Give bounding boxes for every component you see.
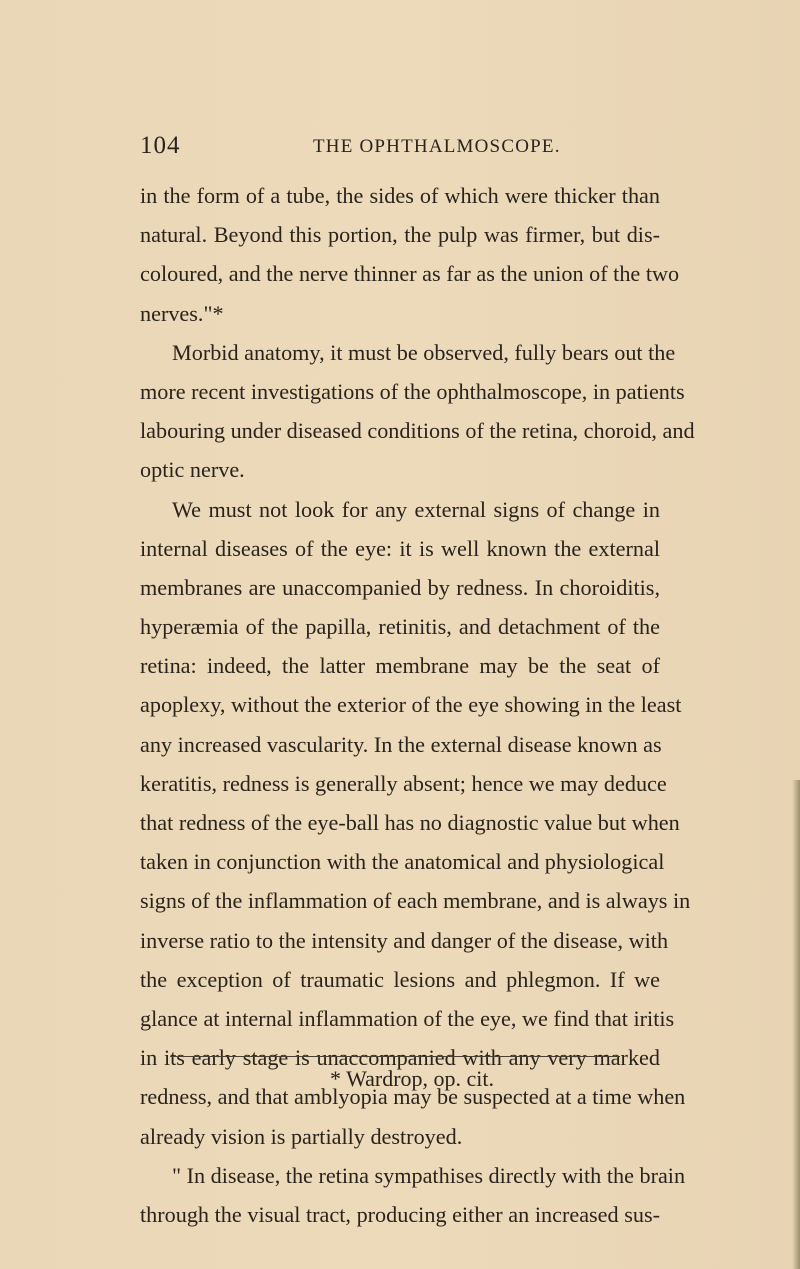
text-line: keratitis, redness is generally absent; hence we may deduce	[140, 770, 667, 796]
text-line: in the form of a tube, the sides of which were thicker than	[140, 183, 660, 208]
text-line: " In disease, the retina sympathises directly with the brain	[172, 1162, 686, 1188]
text-line: through the visual tract, producing either an increased sus-	[140, 1201, 660, 1227]
page-edge-shadow	[792, 780, 800, 1269]
text-line: signs of the inflammation of each membrane, and is always in	[140, 888, 691, 914]
text-line: Morbid anatomy, it must be observed, fully bears out the	[172, 339, 676, 365]
text-line: nerves."*	[140, 300, 224, 326]
text-line: We must not look for any external signs of change in	[172, 496, 660, 522]
text-line: the exception of traumatic lesions and phlegmon. If we	[140, 966, 660, 992]
text-line: internal diseases of the eye: it is well known the external	[140, 535, 660, 561]
text-line: more recent investigations of the ophthalmoscope, in patients	[140, 378, 685, 404]
text-line: labouring under diseased conditions of the retina, choroid, and	[140, 418, 695, 444]
text-line: natural. Beyond this portion, the pulp was firmer, but dis-	[140, 222, 660, 248]
text-line: already vision is partially destroyed.	[140, 1123, 463, 1149]
text-line: that redness of the eye-ball has no diagnostic value but when	[140, 810, 680, 835]
footnote-divider	[170, 1056, 620, 1057]
page-number: 104	[140, 132, 181, 159]
text-line: membranes are unaccompanied by redness. In choroiditis,	[140, 574, 660, 600]
text-line: hyperæmia of the papilla, retinitis, and detachment of the	[140, 614, 660, 640]
text-line: glance at internal inflammation of the eye, we find that iritis	[140, 1005, 675, 1031]
footnote: * Wardrop, op. cit.	[330, 1066, 495, 1091]
running-title: THE OPHTHALMOSCOPE.	[313, 136, 561, 157]
text-line: coloured, and the nerve thinner as far as the union of the two	[140, 261, 680, 287]
page-header	[140, 132, 600, 162]
text-line: optic nerve.	[140, 457, 245, 483]
text-line: in its early stage is unaccompanied with any very marked	[140, 1045, 660, 1071]
text-line: apoplexy, without the exterior of the eye showing in the least	[140, 692, 682, 718]
text-line: retina: indeed, the latter membrane may be the seat of	[140, 653, 660, 679]
text-line: redness, and that amblyopia may be suspected at a time when	[140, 1084, 686, 1110]
text-line: any increased vascularity. In the external disease known as	[140, 731, 662, 757]
text-line: taken in conjunction with the anatomical and physiological	[140, 849, 665, 875]
text-line: inverse ratio to the intensity and danger of the disease, with	[140, 927, 669, 953]
